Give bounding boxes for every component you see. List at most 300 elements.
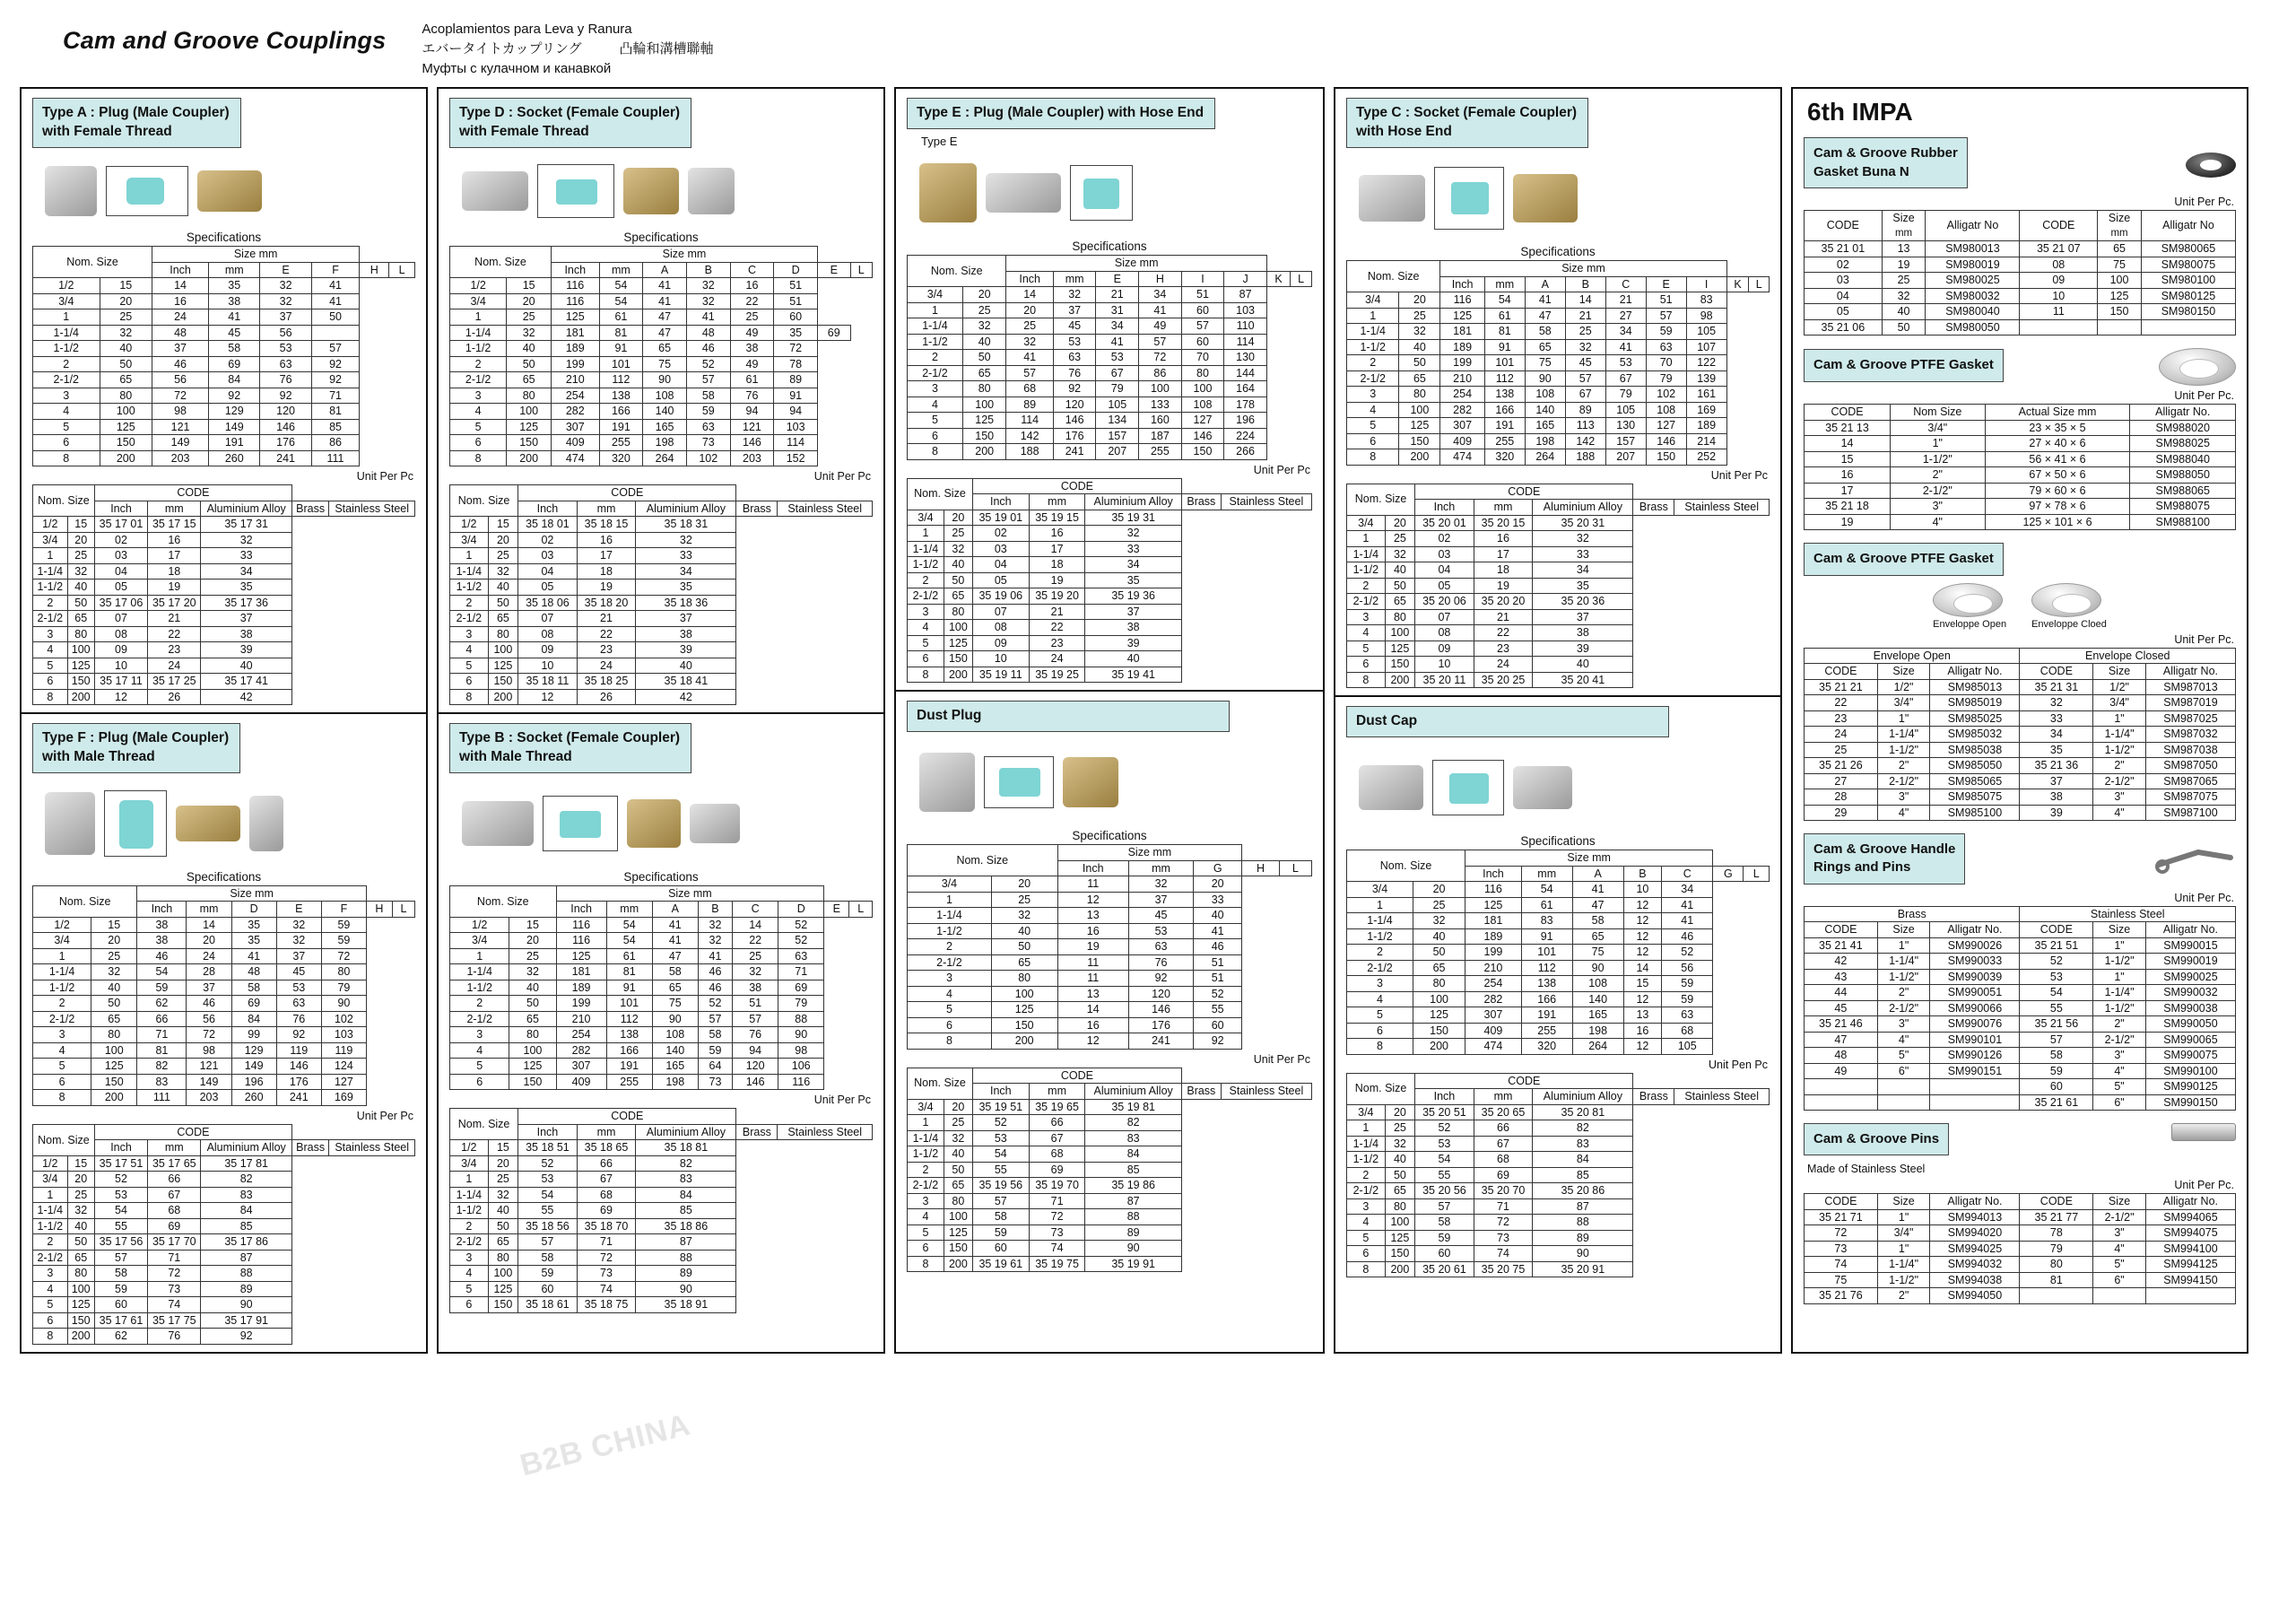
table-cell: 3 — [33, 388, 100, 404]
table-cell: 32 — [698, 933, 732, 949]
table-cell: 83 — [137, 1074, 187, 1090]
table-cell: 2" — [1877, 1288, 1930, 1304]
table-cell: 198 — [643, 435, 687, 451]
table-cell: 83 — [1521, 913, 1572, 929]
table-cell: 255 — [1484, 433, 1525, 449]
table-cell: 176 — [1053, 428, 1096, 444]
table-row — [1347, 928, 1770, 945]
table-cell: 71 — [137, 1027, 187, 1043]
table-row — [450, 372, 873, 388]
th-stainless: Stainless Steel — [329, 1140, 415, 1156]
table-cell: 59 — [2020, 1063, 2093, 1079]
table-cell: 80 — [67, 626, 94, 642]
table-cell: 94 — [774, 404, 818, 420]
table-cell: 34 — [1085, 557, 1181, 573]
table-cell: 1 — [450, 309, 507, 326]
table-row — [33, 626, 415, 642]
table-row — [1347, 1183, 1770, 1199]
table-cell: 71 — [1029, 1193, 1085, 1209]
table-cell: 241 — [1128, 1033, 1193, 1050]
title-line-1: Dust Cap — [1356, 713, 1418, 729]
table-row — [1347, 882, 1770, 898]
table-cell: 2-1/2 — [33, 372, 100, 388]
table-cell: 63 — [1053, 350, 1096, 366]
table-cell: 41 — [652, 917, 698, 933]
table-cell: 40 — [944, 1146, 972, 1163]
table-cell: 40 — [636, 658, 736, 674]
unit-per-pc-label: Unit Per Pc — [813, 1094, 871, 1107]
table-cell: 38 — [730, 341, 774, 357]
table-cell: 1" — [1877, 710, 1930, 727]
th-dim-D: D — [231, 902, 276, 918]
table-cell: 35 17 75 — [148, 1312, 201, 1329]
table-cell: SM988040 — [2130, 451, 2236, 467]
table-cell: 35 20 25 — [1474, 672, 1533, 688]
table-cell: 55 — [94, 1218, 147, 1234]
table-row — [1347, 672, 1770, 688]
table-row — [1805, 514, 2236, 530]
table-cell: 2-1/2 — [33, 1250, 68, 1266]
panel-title-dust-plug — [907, 701, 1230, 732]
table-row — [33, 372, 415, 388]
table-cell: 1-1/2 — [33, 980, 91, 996]
table-cell: 65 — [100, 372, 152, 388]
th-dim-B: B — [686, 262, 730, 278]
table-cell: 05 — [518, 580, 578, 596]
table-row — [1347, 402, 1770, 418]
th-brass: Brass — [291, 1140, 328, 1156]
table-cell: 1 — [1347, 1120, 1386, 1137]
table-cell: 2 — [450, 996, 509, 1012]
th-code: CODE — [2020, 922, 2093, 938]
table-cell: 52 — [1662, 945, 1713, 961]
product-images-type-e — [919, 152, 1312, 234]
table-cell: 17 — [1029, 541, 1085, 557]
table-cell: 409 — [1465, 1023, 1522, 1039]
th-dim-C: C — [730, 262, 774, 278]
table-cell: 46 — [698, 980, 732, 996]
table-row — [33, 517, 415, 533]
dimension-diagram — [106, 166, 188, 216]
table-cell: 1/2" — [2093, 679, 2146, 695]
table-cell: 66 — [1029, 1115, 1085, 1131]
table-cell: 41 — [1662, 897, 1713, 913]
table-cell: 101 — [606, 996, 652, 1012]
table-cell: 20 — [100, 293, 152, 309]
table-cell: 89 — [1565, 402, 1605, 418]
th-nom-size: Nom. Size — [33, 485, 95, 517]
th-brass: Brass — [736, 501, 778, 517]
table-cell: 35 17 36 — [201, 595, 291, 611]
spec-caption: Specifications — [1072, 240, 1147, 254]
table-row — [908, 318, 1312, 335]
table-row — [1805, 1257, 2236, 1273]
product-photo — [45, 792, 95, 855]
table-cell: 51 — [1646, 292, 1686, 309]
table-cell: 14 — [1623, 960, 1662, 976]
table-row — [908, 428, 1312, 444]
table-cell: 210 — [1440, 370, 1484, 387]
th-stainless: Stainless Steel — [1221, 494, 1311, 510]
table-row — [908, 397, 1312, 413]
th-code: CODE — [94, 1124, 291, 1140]
table-cell: 1-1/2 — [450, 580, 489, 596]
table-cell: 58 — [1415, 1215, 1474, 1231]
table-cell: 1/2 — [33, 517, 68, 533]
table-cell: 81 — [1484, 324, 1525, 340]
table-cell: 4" — [1891, 514, 1986, 530]
table-cell: 50 — [488, 1218, 517, 1234]
table-row — [33, 404, 415, 420]
table-cell: 76 — [148, 1329, 201, 1345]
title-line-2: with Hose End — [1356, 124, 1452, 140]
table-cell: 52 — [94, 1172, 147, 1188]
table-cell: 80 — [488, 626, 517, 642]
table-cell: 65 — [1413, 960, 1465, 976]
th-inch: Inch — [518, 1124, 578, 1140]
th-nom-size: Nom. Size — [1347, 1073, 1415, 1104]
table-cell: 65 — [2098, 241, 2142, 257]
table-cell: 150 — [1181, 444, 1224, 460]
table-cell: 60 — [774, 309, 818, 326]
table-cell: 81 — [606, 964, 652, 980]
table-cell: 72 — [774, 341, 818, 357]
table-cell: 79 — [321, 980, 366, 996]
table-cell: 85 — [1533, 1167, 1633, 1183]
table-cell: 2-1/2 — [33, 611, 68, 627]
table-cell: 39 — [201, 642, 291, 658]
table-row — [908, 954, 1312, 971]
table-cell: 35 17 01 — [94, 517, 147, 533]
table-cell: 50 — [962, 350, 1006, 366]
spec-caption: Specifications — [1520, 834, 1596, 849]
table-cell: 57 — [1565, 370, 1605, 387]
table-cell: 25 — [67, 1187, 94, 1203]
table-cell: 1-1/2 — [450, 341, 507, 357]
table-cell: 54 — [606, 933, 652, 949]
table-cell: 100 — [1385, 1215, 1414, 1231]
table-cell: 90 — [1533, 1246, 1633, 1262]
table-cell: 20 — [1385, 515, 1414, 531]
table-cell: 4 — [1347, 625, 1386, 641]
table-cell: 1-1/2" — [2093, 1000, 2146, 1016]
table-cell: 105 — [1662, 1039, 1713, 1055]
table-row — [1347, 1120, 1770, 1137]
table-cell: 12 — [518, 689, 578, 705]
th-dim-E: E — [817, 262, 850, 278]
panel-dust-plug — [896, 690, 1323, 1279]
table-cell: 53 — [518, 1172, 578, 1188]
table-cell: 150 — [100, 435, 152, 451]
table-cell: 84 — [1533, 1152, 1633, 1168]
table-cell: 8 — [33, 1329, 68, 1345]
table-row — [33, 1074, 415, 1090]
table-cell: 13 — [1623, 1007, 1662, 1024]
table-cell: 125 — [1399, 418, 1440, 434]
table-row — [33, 419, 415, 435]
table-cell: 05 — [972, 572, 1029, 588]
table-cell: 5" — [1877, 1048, 1930, 1064]
th-size: Size — [2093, 664, 2146, 680]
table-row — [450, 933, 873, 949]
table-cell: 196 — [231, 1074, 276, 1090]
table-cell: 1 — [450, 1172, 489, 1188]
table-cell: 6" — [1877, 1063, 1930, 1079]
th-inch: Inch — [972, 494, 1029, 510]
table-cell: 119 — [321, 1042, 366, 1059]
th-mm: mm — [1029, 494, 1085, 510]
table-cell: 12 — [1057, 1033, 1128, 1050]
table-cell: 37 — [1085, 604, 1181, 620]
table-cell: 142 — [1565, 433, 1605, 449]
table-cell: SM980040 — [1926, 304, 2020, 320]
table-cell: 07 — [518, 611, 578, 627]
table-cell: 20 — [507, 293, 552, 309]
table-cell: SM980013 — [1926, 241, 2020, 257]
table-cell: SM990125 — [2145, 1079, 2235, 1095]
table-cell: 35 21 01 — [1805, 241, 1883, 257]
th-alligatr: Alligatr No. — [2145, 1194, 2235, 1210]
table-cell: 196 — [1224, 413, 1267, 429]
table-cell: 46 — [137, 948, 187, 964]
table-cell: 90 — [1525, 370, 1565, 387]
table-cell: 88 — [778, 1011, 824, 1027]
table-cell: 32 — [1006, 334, 1053, 350]
table-cell: 91 — [1484, 339, 1525, 355]
table-cell: 68 — [1662, 1023, 1713, 1039]
table-cell: 75 — [1572, 945, 1623, 961]
table-cell: 35 20 51 — [1415, 1104, 1474, 1120]
panel-type-a — [22, 89, 426, 712]
table-cell: 59 — [686, 404, 730, 420]
table-cell: 32 — [2020, 695, 2093, 711]
table-cell: 6 — [450, 435, 507, 451]
table-row — [1805, 789, 2236, 806]
table-cell: 87 — [1533, 1198, 1633, 1215]
table-cell: 1-1/4 — [908, 1130, 944, 1146]
table-cell: 87 — [1085, 1193, 1181, 1209]
panel-type-e — [896, 89, 1323, 690]
code-body — [1347, 1104, 1770, 1277]
table-cell: 138 — [1484, 387, 1525, 403]
th-dim-L: L — [850, 262, 872, 278]
th-mm: mm — [1521, 866, 1572, 882]
table-row — [908, 1130, 1312, 1146]
table-cell: 100 — [944, 620, 972, 636]
table-cell: 108 — [1525, 387, 1565, 403]
th-nom-size: Nom. Size — [1347, 484, 1415, 515]
table-cell: 41 — [1194, 923, 1242, 939]
table-row — [1347, 1261, 1770, 1277]
table-cell: 55 — [2020, 1000, 2093, 1016]
table-cell: 125 — [1385, 641, 1414, 657]
table-row — [908, 908, 1312, 924]
table-row — [1805, 758, 2236, 774]
table-cell: 3" — [2093, 789, 2146, 806]
table-cell: SM990025 — [2145, 969, 2235, 985]
th-alligatr: Alligatr No — [1926, 210, 2020, 241]
table-cell: 6 — [1347, 433, 1399, 449]
table-cell: 6" — [2093, 1272, 2146, 1288]
table-cell: 26 — [577, 689, 636, 705]
table-cell: 53 — [1415, 1136, 1474, 1152]
table-cell: 125 — [67, 1297, 94, 1313]
table-cell: 67 × 50 × 6 — [1985, 467, 2130, 484]
table-cell: 57 — [1415, 1198, 1474, 1215]
table-cell: 74 — [1474, 1246, 1533, 1262]
table-cell: 40 — [91, 980, 137, 996]
code-body — [450, 1140, 873, 1313]
table-cell: 189 — [1440, 339, 1484, 355]
table-cell: 32 — [944, 1130, 972, 1146]
th-dim-C: C — [733, 902, 778, 918]
table-cell: 15 — [1623, 976, 1662, 992]
handle-ring-image — [2153, 845, 2236, 876]
table-cell: 59 — [137, 980, 187, 996]
table-row — [33, 1218, 415, 1234]
table-cell: 57 — [1139, 334, 1182, 350]
table-cell: 54 — [1484, 292, 1525, 309]
spec-caption: Specifications — [623, 869, 699, 884]
table-cell: 78 — [2020, 1225, 2093, 1242]
table-cell: 91 — [774, 388, 818, 404]
table-cell: 307 — [1465, 1007, 1522, 1024]
table-cell: 176 — [1128, 1017, 1193, 1033]
table-cell: 3/4 — [33, 933, 91, 949]
table-row — [1347, 1007, 1770, 1024]
table-row — [908, 923, 1312, 939]
title-line-2: with Female Thread — [42, 124, 172, 140]
th-size: Size — [1877, 1194, 1930, 1210]
table-cell — [1877, 1094, 1930, 1111]
table-cell: 38 — [137, 917, 187, 933]
table-cell: SM980075 — [2141, 257, 2235, 273]
th-alligatr: Alligatr No. — [1930, 922, 2020, 938]
table-row — [1805, 695, 2236, 711]
spec-caption: Specifications — [186, 231, 262, 245]
table-cell: 35 21 07 — [2020, 241, 2098, 257]
table-cell: 255 — [1521, 1023, 1572, 1039]
table-cell: 40 — [507, 341, 552, 357]
table-row — [33, 1027, 415, 1043]
table-cell: 80 — [1399, 387, 1440, 403]
table-cell: 21 — [1565, 308, 1605, 324]
table-cell: 55 — [518, 1203, 578, 1219]
table-cell: SM990100 — [2145, 1063, 2235, 1079]
table-cell: 2 — [33, 356, 100, 372]
table-row — [908, 1178, 1312, 1194]
table-cell: 04 — [972, 557, 1029, 573]
table-row — [1805, 467, 2236, 484]
table-cell: SM994025 — [1930, 1241, 2020, 1257]
table-cell: 200 — [488, 689, 517, 705]
table-cell: 116 — [1440, 292, 1484, 309]
table-cell: 32 — [1882, 288, 1926, 304]
table-cell: 191 — [1484, 418, 1525, 434]
table-cell: 97 × 78 × 6 — [1985, 499, 2130, 515]
table-cell: 75 — [2098, 257, 2142, 273]
table-cell: 199 — [1440, 355, 1484, 371]
table-cell: 22 — [730, 293, 774, 309]
table-cell: 74 — [1029, 1241, 1085, 1257]
table-cell: SM985065 — [1930, 773, 2020, 789]
table-row — [33, 1011, 415, 1027]
table-cell: 4 — [450, 642, 489, 658]
table-cell: 82 — [137, 1059, 187, 1075]
envelope-open-image — [1933, 583, 2003, 617]
table-row — [908, 604, 1312, 620]
table-cell: 35 20 20 — [1474, 594, 1533, 610]
code-table-dust-cap — [1346, 1073, 1770, 1278]
table-cell: 22 — [1029, 620, 1085, 636]
code-body — [450, 517, 873, 705]
table-cell: 2-1/2 — [450, 372, 507, 388]
table-cell: 63 — [778, 948, 824, 964]
table-cell: 80 — [944, 604, 972, 620]
table-cell: SM994013 — [1930, 1209, 2020, 1225]
table-cell: 81 — [311, 404, 360, 420]
title-line-1: Type C : Socket (Female Coupler) — [1356, 105, 1578, 121]
table-cell: 266 — [1224, 444, 1267, 460]
watermark: B2B CHINA — [517, 1407, 694, 1483]
table-cell: 35 19 01 — [972, 510, 1029, 526]
table-cell: 149 — [231, 1059, 276, 1075]
table-cell: 1-1/2" — [1877, 969, 1930, 985]
table-cell: 1/2 — [450, 917, 509, 933]
table-cell: 50 — [944, 1162, 972, 1178]
table-cell: 1" — [1877, 1209, 1930, 1225]
th-size-mm: Size mm — [1006, 256, 1266, 272]
table-cell: 14 — [733, 917, 778, 933]
table-cell: 35 19 86 — [1085, 1178, 1181, 1194]
pin-image — [2171, 1123, 2236, 1141]
table-row — [908, 541, 1312, 557]
table-row — [1347, 897, 1770, 913]
table-cell: SM987032 — [2145, 727, 2235, 743]
table-cell: 5 — [908, 1224, 944, 1241]
table-cell: 23 — [577, 642, 636, 658]
table-row — [1347, 1104, 1770, 1120]
table-cell: 35 19 25 — [1029, 667, 1085, 683]
table-cell: 116 — [552, 293, 600, 309]
table-cell: 50 — [944, 572, 972, 588]
table-cell: 35 18 06 — [518, 595, 578, 611]
table-cell: 1" — [2093, 710, 2146, 727]
table-row — [908, 381, 1312, 397]
table-cell: 6 — [908, 1017, 992, 1033]
table-cell: SM994020 — [1930, 1225, 2020, 1242]
table-cell: 04 — [94, 563, 147, 580]
table-cell: 150 — [91, 1074, 137, 1090]
table-cell: 88 — [1533, 1215, 1633, 1231]
th-dim-E: E — [276, 902, 321, 918]
th-mm: mm — [577, 501, 636, 517]
table-row — [450, 1234, 873, 1251]
table-cell: 108 — [652, 1027, 698, 1043]
table-cell: 35 20 11 — [1415, 672, 1474, 688]
table-cell: 35 21 41 — [1805, 937, 1878, 954]
table-row — [908, 413, 1312, 429]
table-row — [450, 1218, 873, 1234]
table-cell: 146 — [276, 1059, 321, 1075]
th-aluminium: Aluminium Alloy — [636, 501, 736, 517]
table-cell: 15 — [507, 278, 552, 294]
th-brass: Brass — [1805, 906, 2020, 922]
table-cell: 38 — [201, 626, 291, 642]
table-cell: 28 — [1805, 789, 1878, 806]
table-cell: 32 — [1413, 913, 1465, 929]
table-cell: 3/4" — [1877, 1225, 1930, 1242]
